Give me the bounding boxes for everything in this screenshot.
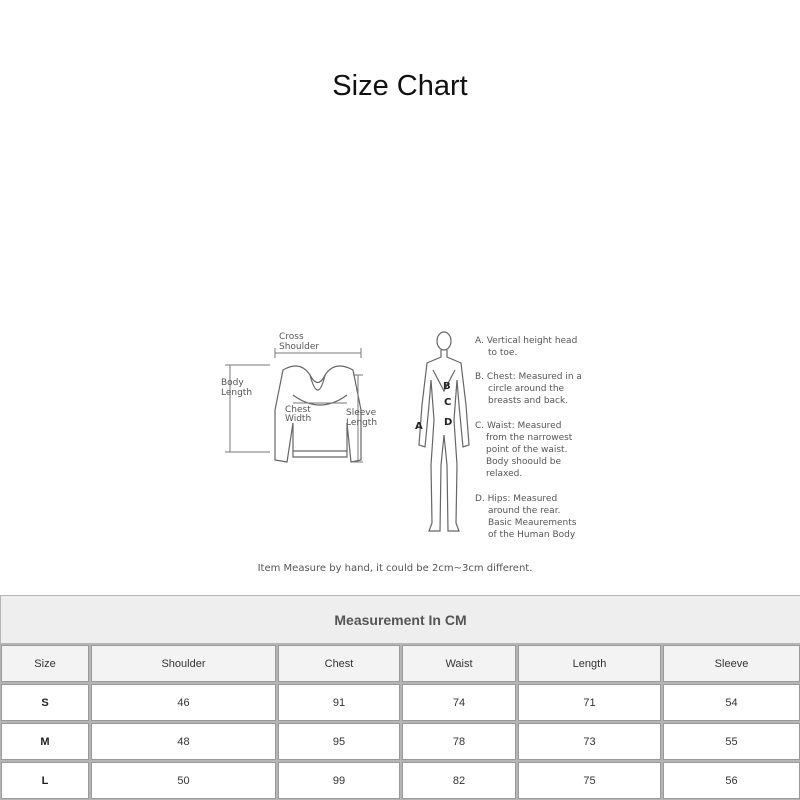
body-marker-c: C bbox=[444, 397, 452, 408]
body-length-label-line1: Body bbox=[221, 378, 244, 388]
note-c-line4: Body shoould be bbox=[486, 457, 562, 467]
size-table bbox=[0, 595, 800, 800]
table-row-l-shoulder: 50 bbox=[91, 762, 276, 799]
measurement-diagram-svg bbox=[215, 325, 595, 550]
table-row-s-shoulder: 46 bbox=[91, 684, 276, 721]
note-d-line4: of the Human Body bbox=[488, 530, 576, 540]
table-row-s-chest: 91 bbox=[278, 684, 400, 721]
table-row-s-length: 71 bbox=[518, 684, 661, 721]
note-a-line1: A. Vertical height head bbox=[475, 336, 578, 346]
note-a-line2: to toe. bbox=[488, 348, 518, 358]
cross-shoulder-label-line2: Shoulder bbox=[279, 342, 320, 352]
chest-width-label-line1: Chest bbox=[285, 405, 311, 415]
table-row-l-size: L bbox=[1, 762, 89, 799]
table-row-s-sleeve: 54 bbox=[663, 684, 800, 721]
table-row-l-waist: 82 bbox=[402, 762, 516, 799]
cross-shoulder-label-line1: Cross bbox=[279, 332, 304, 342]
body-marker-d: D bbox=[444, 417, 453, 428]
note-b-line1: B. Chest: Measured in a bbox=[475, 372, 582, 382]
table-row-l-chest: 99 bbox=[278, 762, 400, 799]
table-row-m-sleeve: 55 bbox=[663, 723, 800, 760]
note-c-line2: from the narrowest bbox=[486, 433, 573, 443]
chest-width-label-line2: Width bbox=[285, 414, 312, 424]
column-header-sleeve: Sleeve bbox=[663, 645, 800, 682]
note-c-line3: point of the waist. bbox=[486, 445, 568, 455]
measure-note: Item Measure by hand, it could be 2cm~3cm different. bbox=[257, 563, 533, 574]
table-row-m-shoulder: 48 bbox=[91, 723, 276, 760]
table-row-l-length: 75 bbox=[518, 762, 661, 799]
body-marker-a: A bbox=[415, 421, 423, 432]
column-header-length: Length bbox=[518, 645, 661, 682]
column-header-size: Size bbox=[1, 645, 89, 682]
body-marker-b: B bbox=[443, 381, 451, 392]
table-row-m-waist: 78 bbox=[402, 723, 516, 760]
sleeve-length-label-line2: Length bbox=[346, 418, 378, 428]
note-d-line2: around the rear. bbox=[488, 506, 561, 516]
note-d-line3: Basic Meaurements bbox=[488, 518, 577, 528]
table-row-s-size: S bbox=[1, 684, 89, 721]
table-caption: Measurement In CM bbox=[1, 596, 800, 643]
note-c-line5: relaxed. bbox=[486, 469, 523, 479]
body-length-label-line2: Length bbox=[221, 388, 253, 398]
note-c-line1: C. Waist: Measured bbox=[475, 421, 562, 431]
column-header-chest: Chest bbox=[278, 645, 400, 682]
measurement-notes bbox=[475, 336, 582, 540]
note-b-line2: circle around the bbox=[488, 384, 565, 394]
measurement-diagram bbox=[215, 325, 595, 550]
note-b-line3: breasts and back. bbox=[488, 396, 569, 406]
column-header-waist: Waist bbox=[402, 645, 516, 682]
column-header-shoulder: Shoulder bbox=[91, 645, 276, 682]
sleeve-length-label-line1: Sleeve bbox=[346, 408, 377, 418]
table-row-m-size: M bbox=[1, 723, 89, 760]
note-d-line1: D. Hips: Measured bbox=[475, 494, 558, 504]
table-row-l-sleeve: 56 bbox=[663, 762, 800, 799]
page-title: Size Chart bbox=[332, 70, 468, 102]
table-row-m-chest: 95 bbox=[278, 723, 400, 760]
human-body-illustration bbox=[419, 332, 469, 531]
table-row-m-length: 73 bbox=[518, 723, 661, 760]
table-row-s-waist: 74 bbox=[402, 684, 516, 721]
